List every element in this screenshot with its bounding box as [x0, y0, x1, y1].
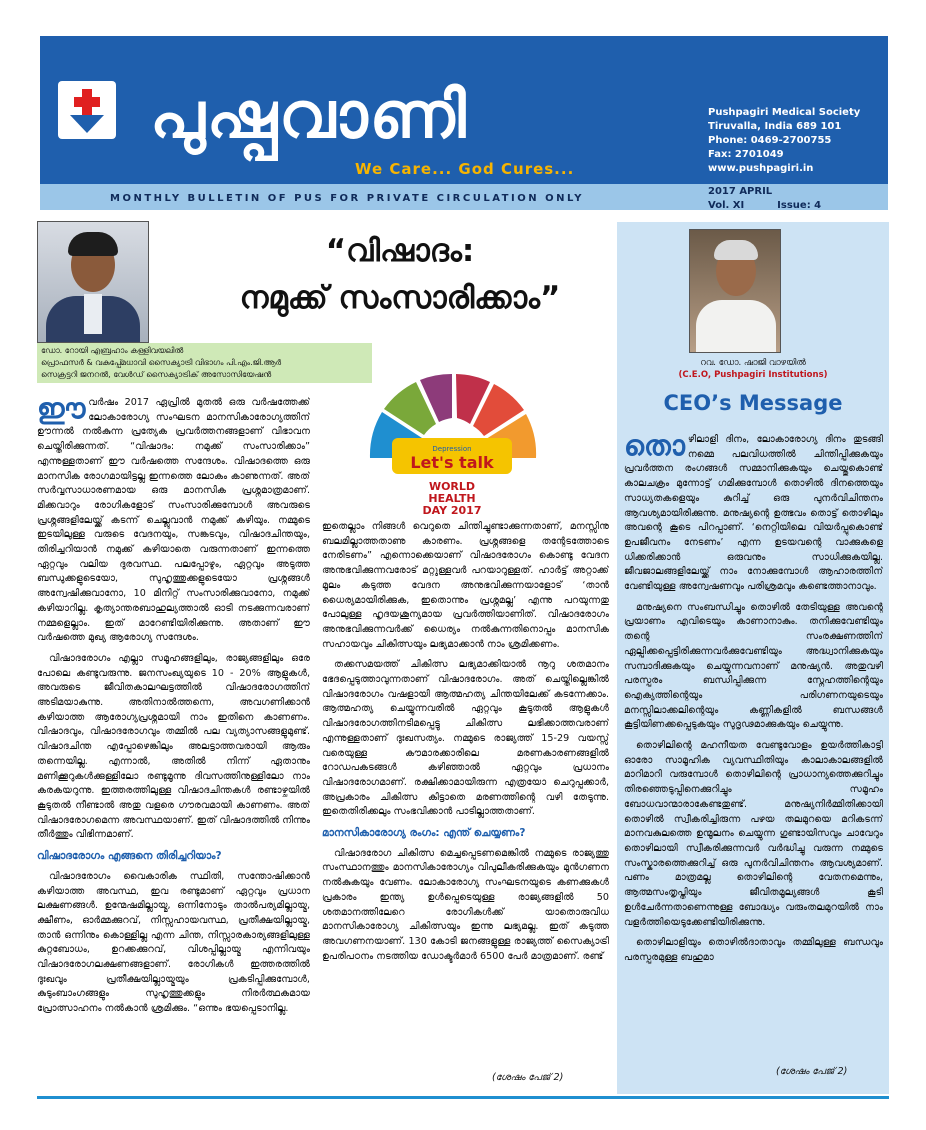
pushpagiri-logo-icon	[58, 81, 116, 139]
society-contact	[708, 106, 860, 176]
day-line3: DAY 2017	[422, 504, 482, 516]
article-continued: (ശേഷം പേജ് 2)	[492, 1072, 564, 1083]
ceo-paragraph-1: ഴിലാളി ദിനം, ലോകാരോഗ്യ ദിനം തുടങ്ങി നമ്മെ പലവിധത്തിൽ ചിന്തിപ്പിക്കുകയും പ്രവർത്തന രംഗങ്ങൾ സമ്മാനിക്കുകയും ചെയ്തുകൊണ്ട് കാലചക്രം മുന്നോട്ട് ഗമിക്കുമ്പോൾ തൊഴിൽ ദിനത്തെയും സാധ്യതകളെയും കുറിച്ച് ഒരു പുനർവിചിന്തനം ആവശ്യമായിരിക്കുന്നു. മനുഷ്യന്റെ ഉത്ഭവം തൊട്ട് തൊഴിലും അവന്റെ കൂടെ പിറപ്പാണ്. ‘നെറ്റിയിലെ വിയർപ്പുകൊണ്ട് ഉപജീവനം നേടണം’ എന്ന ഉടയവന്റെ വാക്കുകളെ ധിക്കരിക്കാൻ ഒരുവനും സാധിക്കുകയില്ല. ജീവജാലങ്ങളിലേയ്ക്ക് നാം നോക്കുമ്പോൾ ആഹാരത്തിന് വേണ്ടിയുള്ള അന്വേഷണവും പരിശ്രമവും കണ്ടെത്താനാവും.	[624, 434, 883, 593]
headline-line1: “വിഷാദം:	[325, 233, 475, 269]
day-line2: HEALTH	[428, 492, 476, 505]
ceo-paragraph-2: മനുഷ്യനെ സംബന്ധിച്ചും തൊഴിൽ തേടിയുള്ള അവന്റെ പ്രയാണം എവിടെയും കാണാനാകും. തനിക്കുവേണ്ടിയും തന്റെ സംരക്ഷണത്തിന് ഏല്പിക്കപ്പെട്ടിരിക്കുന്നവർക്കുവേണ്ടിയും അദ്ധ്വാനിക്കുകയും സമ്പാദിക്കുകയും ചെയ്യുന്നവനാണ് മനുഷ്യൻ. അതുവഴി പരസ്പരം ബന്ധിപ്പിക്കുന്ന സ്നേഹത്തിന്റെയും ഐക്യത്തിന്റെയും പരിഗണനയുടെയും മനസ്സിലാക്കലിന്റെയും കണ്ണികളിൽ ബന്ധങ്ങൾ കൂട്ടിയിണക്കപ്പെടുകയും സുദൃഢമാക്കുകയും ചെയ്യുന്നു.	[624, 601, 883, 731]
society-web: www.pushpagiri.in	[708, 163, 814, 174]
day-line1: WORLD	[428, 480, 476, 493]
badge-depression: Depression	[432, 445, 472, 453]
society-fax: Fax: 2701049	[708, 149, 784, 160]
ceo-dropcap: തൊ	[624, 433, 685, 462]
subheading-identify: വിഷാദരോഗം എങ്ങനെ തിരിച്ചറിയാം?	[37, 850, 222, 863]
society-name: Pushpagiri Medical Society	[708, 107, 861, 118]
author-photo	[37, 221, 149, 343]
bulletin-notice: MONTHLY BULLETIN OF PUS FOR PRIVATE CIRCULATION ONLY	[110, 193, 584, 204]
society-address: Tiruvalla, India 689 101	[708, 121, 842, 132]
ceo-paragraph-4: തൊഴിലാളിയും തൊഴിൽദാതാവും തമ്മിലുള്ള ബന്ധവും പരസ്പരമുള്ള ബഹുമാ	[624, 937, 883, 963]
issue-number: Issue: 4	[777, 200, 822, 211]
article-paragraph-2: വിഷാദരോഗം എല്ലാ സമൂഹങ്ങളിലും, രാജ്യങ്ങളിലും ഒരേ പോലെ കണ്ടുവരുന്നു. ജനസംഖ്യയുടെ 10 - 20% ആളുകൾ, അവരുടെ ജീവിതകാലഘട്ടത്തിൽ വിഷാദരോഗത്തിന് അടിമയാകുന്നു. അതിനാൽത്തന്നെ, അവഗണിക്കാൻ കഴിയാത്ത ആരോഗ്യപ്രശ്നമായി നാം ഇതിനെ കാണണം. വിഷാദവും, വിഷാദരോഗവും തമ്മിൽ പല വ്യത്യാസങ്ങളുമുണ്ട്. വിഷാദചിന്ത എപ്പോഴെങ്കിലും അലട്ടാത്തവരായി ആരും തന്നെയില്ല. എന്നാൽ, അതിൽ നിന്ന് ഏതാനും മണിക്കൂറുകൾക്കുള്ളിലോ രണ്ടുമൂന്നു ദിവസത്തിനുള്ളിലോ നാം കരകയറുന്നു. ഇത്തരത്തിലുള്ള വിഷാദചിന്തകൾ രണ്ടാഴ്ചയിൽ കൂടുതൽ നീണ്ടാൽ അതു വളരെ ഗൗരവമായി കാണണം. അത് വിഷാദരോഗമെന്ന അവസ്ഥയാണ്. ഇത് വിഷാദത്തിൽ നിന്നും തീർത്തും വിഭിന്നമാണ്.	[37, 652, 310, 841]
author-caption	[37, 343, 372, 383]
badge-lets-talk: Let's talk	[410, 453, 494, 472]
article-dropcap: ഈ	[37, 396, 86, 425]
issue-date: 2017 APRIL	[708, 186, 773, 197]
ceo-message-text	[624, 433, 883, 1073]
ceo-name: റവ. ഡോ. ഷാജി വാഴയിൽ	[700, 358, 806, 368]
volume-issue	[708, 200, 821, 211]
article-headline	[160, 228, 640, 322]
author-affiliation: സെക്രട്ടറി ജനറൽ, വേൾഡ് സൈക്യാട്രിക് അസോസിയേഷൻ	[41, 370, 272, 379]
article-column-left	[37, 396, 310, 1082]
ceo-role: (C.E.O, Pushpagiri Institutions)	[678, 370, 828, 380]
article-column-middle	[322, 520, 609, 1068]
author-name: ഡോ. റോയി എബ്രഹാം കള്ളിവയലിൽ	[41, 346, 184, 355]
headline-line2: നമുക്ക് സംസാരിക്കാം”	[239, 280, 561, 316]
volume: Vol. XI	[708, 200, 745, 211]
bottom-rule	[37, 1096, 889, 1099]
article-paragraph-3: വിഷാദരോഗം വൈകാരിക സ്ഥിതി, സന്തോഷിക്കാൻ കഴിയാത്ത അവസ്ഥ, ഇവ രണ്ടുമാണ് ഏറ്റവും പ്രധാന ലക്ഷണങ്ങൾ. ഉന്മേഷമില്ലായ്മ, ഒന്നിനോടും താൽപര്യമില്ലായ്മ, ക്ഷീണം, ഓർമ്മക്കുറവ്, നിസ്സഹായവസ്ഥ, പ്രതീക്ഷയില്ലായ്മ, താൻ ഒന്നിനും കൊള്ളില്ല എന്ന ചിന്ത, നിസ്സാരകാര്യങ്ങളിലുള്ള കുറ്റബോധം, ഉറക്കക്കുറവ്, വിശപ്പില്ലായ്മ എന്നിവയും വിഷാദരോഗലക്ഷണങ്ങളാണ്. രോഗികൾ ഇത്തരത്തിൽ ദുഃഖവും പ്രതീക്ഷയില്ലായ്മയും പ്രകടിപ്പിക്കുമ്പോൾ, കുടുംബാംഗങ്ങളും സുഹൃത്തുക്കളും നിരർത്ഥകമായ പ്രോത്സാഹനം നൽകാൻ ശ്രമിക്കും. “ഒന്നും ഭയപ്പെടാനില്ല.	[37, 870, 310, 1015]
article-paragraph-5: തക്കസമയത്ത് ചികിത്സ ലഭ്യമാക്കിയാൽ നൂറു ശതമാനം ഭേദപ്പെടുത്താവുന്നതാണ് വിഷാദരോഗം. അത് ചെയ്തില്ലെങ്കിൽ വിഷാദരോഗം വഷളായി ആത്മഹത്യ ചിന്തയിലേക്ക് കടന്നേക്കാം. ആത്മഹത്യ ചെയ്യുന്നവരിൽ ഏറ്റവും കൂടുതൽ ആളുകൾ വിഷാദരോഗത്തിനടിമപ്പെട്ടു ചികിത്സ ലഭിക്കാത്തവരാണ് എന്നുള്ളതാണ് ദുഃഖസത്യം. നമ്മുടെ രാജ്യത്ത് 15-29 വയസ്സ് വരെയുള്ള കൗമാരക്കാരിലെ മരണകാരണങ്ങളിൽ റോഡപകടങ്ങൾ കഴിഞ്ഞാൽ ഏറ്റവും പ്രധാനം വിഷാദരോഗമാണ്. രക്ഷിക്കാമായിരുന്ന എത്രയോ ചെറുപ്പക്കാർ, അപ്രകാരം ചികിത്സ കിട്ടാതെ മരണത്തിന്റെ വഴി തേടുന്നു. ഇതെതിരിക്കലും സംഭവിക്കാൻ പാടില്ലാത്തതാണ്.	[322, 659, 609, 818]
author-designation: പ്രൊഫസർ & വകുപ്പ്മേധാവി സൈക്യാട്രി വിഭാഗം പി.എം.ജി.ആർ	[41, 358, 282, 367]
ceo-paragraph-3: തൊഴിലിന്റെ മഹനീയത വേണ്ടുവോളം ഉയർത്തികാട്ടി ഓരോ സാമൂഹിക വ്യവസ്ഥിതിയും കാലാകാലങ്ങളിൽ മാറിമാറി വരുമ്പോൾ തൊഴിലിന്റെ പ്രാധാന്യത്തെക്കുറിച്ചും തിരഞ്ഞെടുപ്പിനെക്കുറിച്ചും സമൂഹം ബോധവാന്മാരാകേണ്ടതുണ്ട്. മനുഷ്യനിർമ്മിതിക്കായി തൊഴിൽ സ്വീകരിച്ചിരുന്ന പഴയ തലമുറയെ മറികടന്ന് മാനവകുലത്തെ ഉന്മൂലനം ചെയ്യുന്ന ഗുണ്ടായിസവും ചാവേറും തൊഴിലായി സ്വീകരിക്കുന്നവർ വർദ്ധിച്ചു വരുന്ന നമ്മുടെ സംസ്കാരത്തെക്കുറിച്ച് ഒരു പുനർവിചിന്തനം ആവശ്യമാണ്. പണം മാത്രമല്ല തൊഴിലിന്റെ വേതനമെന്നും, ആത്മസംതൃപ്തിയും ജീവിതമൂല്യങ്ങൾ കൂടി ഉൾചേർന്നതാണെന്നുള്ള ബോദ്ധ്യം വരുംതലമുറയിൽ നാം വളർത്തിയെടുക്കേണ്ടിയിരിക്കുന്നു.	[624, 740, 883, 928]
ceo-photo	[689, 229, 781, 353]
article-paragraph-4: ഇതെല്ലാം നിങ്ങൾ വെറുതെ ചിന്തിച്ചുണ്ടാക്കുന്നതാണ്, മനസ്സിനു ബലമില്ലാത്തതാണു കാരണം. പ്രശ്നങ്ങളെ തന്റേടത്തോടെ നേരിടണം” എന്നൊക്കെയാണ് വിഷാദരോഗം കൊണ്ടു വേദന അനുഭവിക്കുന്നവരോട് മറ്റുള്ളവർ പറയാറുള്ളത്. ഹാർട്ട് അറ്റാക്ക് മൂലം കടുത്ത വേദന അനുഭവിക്കുന്നയാളോട് ‘താൻ ധൈര്യമായിരിക്കുക, ഇതൊന്നും പ്രശ്നമല്ല’ എന്നു പറയുന്നതു പോലുള്ള ഹൃദയശൂന്യമായ പ്രവർത്തിയാണിത്. വിഷാദരോഗം അനുഭവിക്കുന്നവർക്ക് ധൈര്യം നൽകുന്നതിനൊപ്പം മാനസിക സഹായവും ചികിത്സയും ലഭ്യമാക്കാൻ നാം ശ്രമിക്കണം.	[322, 521, 609, 650]
article-paragraph-6: വിഷാദരോഗ ചികിത്സ മെച്ചപ്പെടണമെങ്കിൽ നമ്മുടെ രാജ്യത്തു സംസ്ഥാനത്തും മാനസികാരോഗ്യം വിപുലീകരിക്കുകയും മുൻഗണന നൽകുകയും വേണം. ലോകാരോഗ്യ സംഘടനയുടെ കണക്കുകൾ പ്രകാരം ഇന്ത്യ ഉൾപ്പെടെയുള്ള രാജ്യങ്ങളിൽ 50 ശതമാനത്തിലേറെ രോഗികൾക്ക് യാതൊരുവിധ മാനസികാരോഗ്യ ചികിത്സയും ഇന്നു ലഭ്യമല്ല. ഇത് കടുത്ത അവഗണനയാണ്. 130 കോടി ജനങ്ങളുള്ള രാജ്യത്ത് സൈക്യാട്രി ഉപരിപഠനം നടത്തിയ ഡോക്ടർമാർ 6500 പേർ മാത്രമാണ്. രണ്ട്	[322, 847, 609, 962]
ceo-continued: (ശേഷം പേജ് 2)	[776, 1066, 848, 1077]
subheading-mental-health: മാനസികാരോഗ്യ രംഗം: എന്ത് ചെയ്യണം?	[322, 827, 526, 840]
article-paragraph-1: വർഷം 2017 ഏപ്രിൽ മുതൽ ഒരു വർഷത്തേക്ക് ലോകാരോഗ്യ സംഘടന മാനസികാരോഗ്യത്തിന് ഊന്നൽ നൽകുന്ന പ്രത്യേക പ്രവർത്തനങ്ങളാണ് വിഭാവന ചെയ്തിരിക്കുന്നത്. “വിഷാദം: നമുക്ക് സംസാരിക്കാം” എന്നുള്ളതാണ് ഈ വർഷത്തെ സന്ദേശം. വിഷാദത്തെ ഒരു മാനസിക രോഗമായിട്ടല്ല ഇന്നത്തെ ലോകം കാണുന്നത്. അത് സർവ്വസാധാരണമായ ഒരു മാനസിക പ്രശ്നമാത്രമാണ്. മിക്കവാറും രോഗികളോട് സംസാരിക്കുമ്പോൾ അവരുടെ പ്രശ്നങ്ങളിലേയ്ക്ക് കടന്ന് ചെല്ലുവാൻ നമുക്ക് കഴിയും. നമ്മുടെ ഇടയിലുള്ള വരുടെ വേദനയും, സങ്കടവും, വിഷാദചിന്തയും, തിരിച്ചറിയാൻ നമുക്ക് കഴിയാതെ വരുന്നതാണ് ഇന്നത്തെ ഏറ്റവും വലിയ ദുരവസ്ഥ. പലപ്പോഴും, ഏറ്റവും അടുത്ത ബന്ധുക്കളുടെയോ, സുഹൃത്തുക്കളുടെയോ പ്രശ്നങ്ങൾ അന്വേഷിക്കുവാനോ, 10 മിനിറ്റ് സംസാരിക്കുവാനോ, നമുക്ക് കഴിയാറില്ല. കൃത്യാന്തരബാഹുല്യത്താൽ ഓടി നടക്കുന്നവരാണ് നമ്മളെല്ലാം. ഇത് മാറേണ്ടിയിരിക്കുന്നു. അതാണ് ഈ വർഷത്തെ മുഖ്യ ആരോഗ്യ സന്ദേശം.	[37, 397, 310, 644]
ceo-message-title: CEO’s Message	[663, 391, 843, 415]
society-phone: Phone: 0469-2700755	[708, 135, 832, 146]
masthead	[40, 36, 888, 210]
newsletter-title: പുഷ്പവാണി	[150, 79, 468, 153]
world-health-day-graphic	[330, 338, 575, 516]
tagline: We Care... God Cures...	[355, 160, 575, 178]
